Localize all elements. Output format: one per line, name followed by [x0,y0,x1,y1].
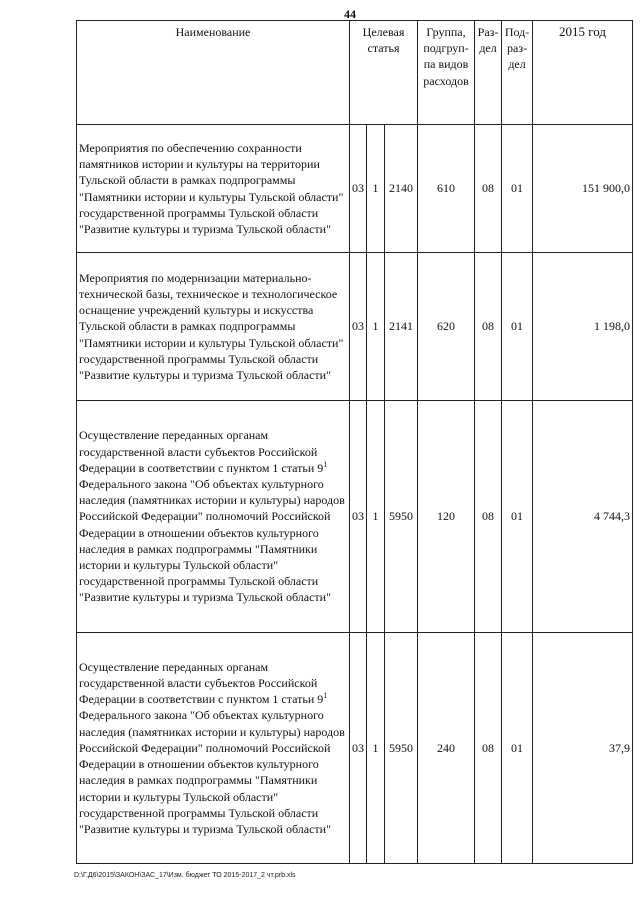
row-subsection: 01 [502,253,533,401]
row-code-subprogram: 1 [367,401,385,633]
row-code-direction: 2140 [385,125,418,253]
page-number: 44 [344,7,356,21]
header-target-article: Целевая статья [350,21,418,125]
row-expense-group: 120 [418,401,475,633]
header-subsection: Под-раз-дел [502,21,533,125]
row-amount: 151 900,0 [533,125,633,253]
budget-table [76,20,633,864]
article-superscript: 1 [323,691,328,701]
header-year: 2015 год [533,21,633,125]
row-expense-group: 610 [418,125,475,253]
row-amount: 4 744,3 [533,401,633,633]
row-subsection: 01 [502,633,533,864]
row-subsection: 01 [502,125,533,253]
table-row [77,633,633,864]
row-code-subprogram: 1 [367,633,385,864]
article-superscript: 1 [323,459,328,469]
row-name-part2: Федерального закона "Об объектах культурного наследия (памятниках истории и культуры) народов Российской Федерации" полномочий Российской Федерации в отношении объектов культурного наследия в рамках подпрограммы "Памятники истории и культуры Тульской области" государственной программы Тульской области "Развитие культуры и туризма Тульской области" [79,476,345,605]
row-code-direction: 5950 [385,633,418,864]
row-section: 08 [475,253,502,401]
row-amount: 37,9 [533,633,633,864]
row-expense-group: 240 [418,633,475,864]
row-code-program: 03 [350,633,367,864]
row-code-program: 03 [350,253,367,401]
header-expense-group: Группа, подгруп-па видов расходов [418,21,475,125]
row-code-subprogram: 1 [367,253,385,401]
row-name-part1: Осуществление переданных органам государственной власти субъектов Российской Федерации в соответствии с пунктом 1 статьи 9 [79,659,324,707]
table-row [77,401,633,633]
row-code-direction: 2141 [385,253,418,401]
row-name [77,633,350,864]
row-subsection: 01 [502,401,533,633]
row-amount: 1 198,0 [533,253,633,401]
header-section: Раз-дел [475,21,502,125]
row-code-subprogram: 1 [367,125,385,253]
header-name: Наименование [77,21,350,125]
row-name-part1: Осуществление переданных органам государственной власти субъектов Российской Федерации в соответствии с пунктом 1 статьи 9 [79,428,324,475]
table-row [77,125,633,253]
row-section: 08 [475,125,502,253]
row-name: Мероприятия по обеспечению сохранности памятников истории и культуры на территории Тульской области в рамках подпрограммы "Памятники истории и культуры Тульской области" государственной программы Тульской области "Развитие культуры и туризма Тульской области" [77,125,350,253]
row-section: 08 [475,633,502,864]
row-expense-group: 620 [418,253,475,401]
row-name: Мероприятия по модернизации материально-технической базы, техническое и технологическое оснащение учреждений культуры и искусства Тульской области в рамках подпрограммы "Памятники истории и культуры Тульской области" государственной программы Тульской области "Развитие культуры и туризма Тульской области" [77,253,350,401]
row-name-part2: Федерального закона "Об объектах культурного наследия (памятниках истории и культуры) народов Российской Федерации" полномочий Российской Федерации в отношении объектов культурного наследия в рамках подпрограммы "Памятники истории и культуры Тульской области" государственной программы Тульской области "Развитие культуры и туризма Тульской области" [79,708,345,836]
row-name [77,401,350,633]
row-code-program: 03 [350,401,367,633]
table-header-row [77,21,633,125]
file-path-footer: D:\Г.Д6\2015\ЗАКОН\ЗАС_17\Изм. бюджет ТО 2015-2017_2 чт.prb.xls [74,872,296,879]
table-row [77,253,633,401]
row-section: 08 [475,401,502,633]
row-code-direction: 5950 [385,401,418,633]
row-code-program: 03 [350,125,367,253]
